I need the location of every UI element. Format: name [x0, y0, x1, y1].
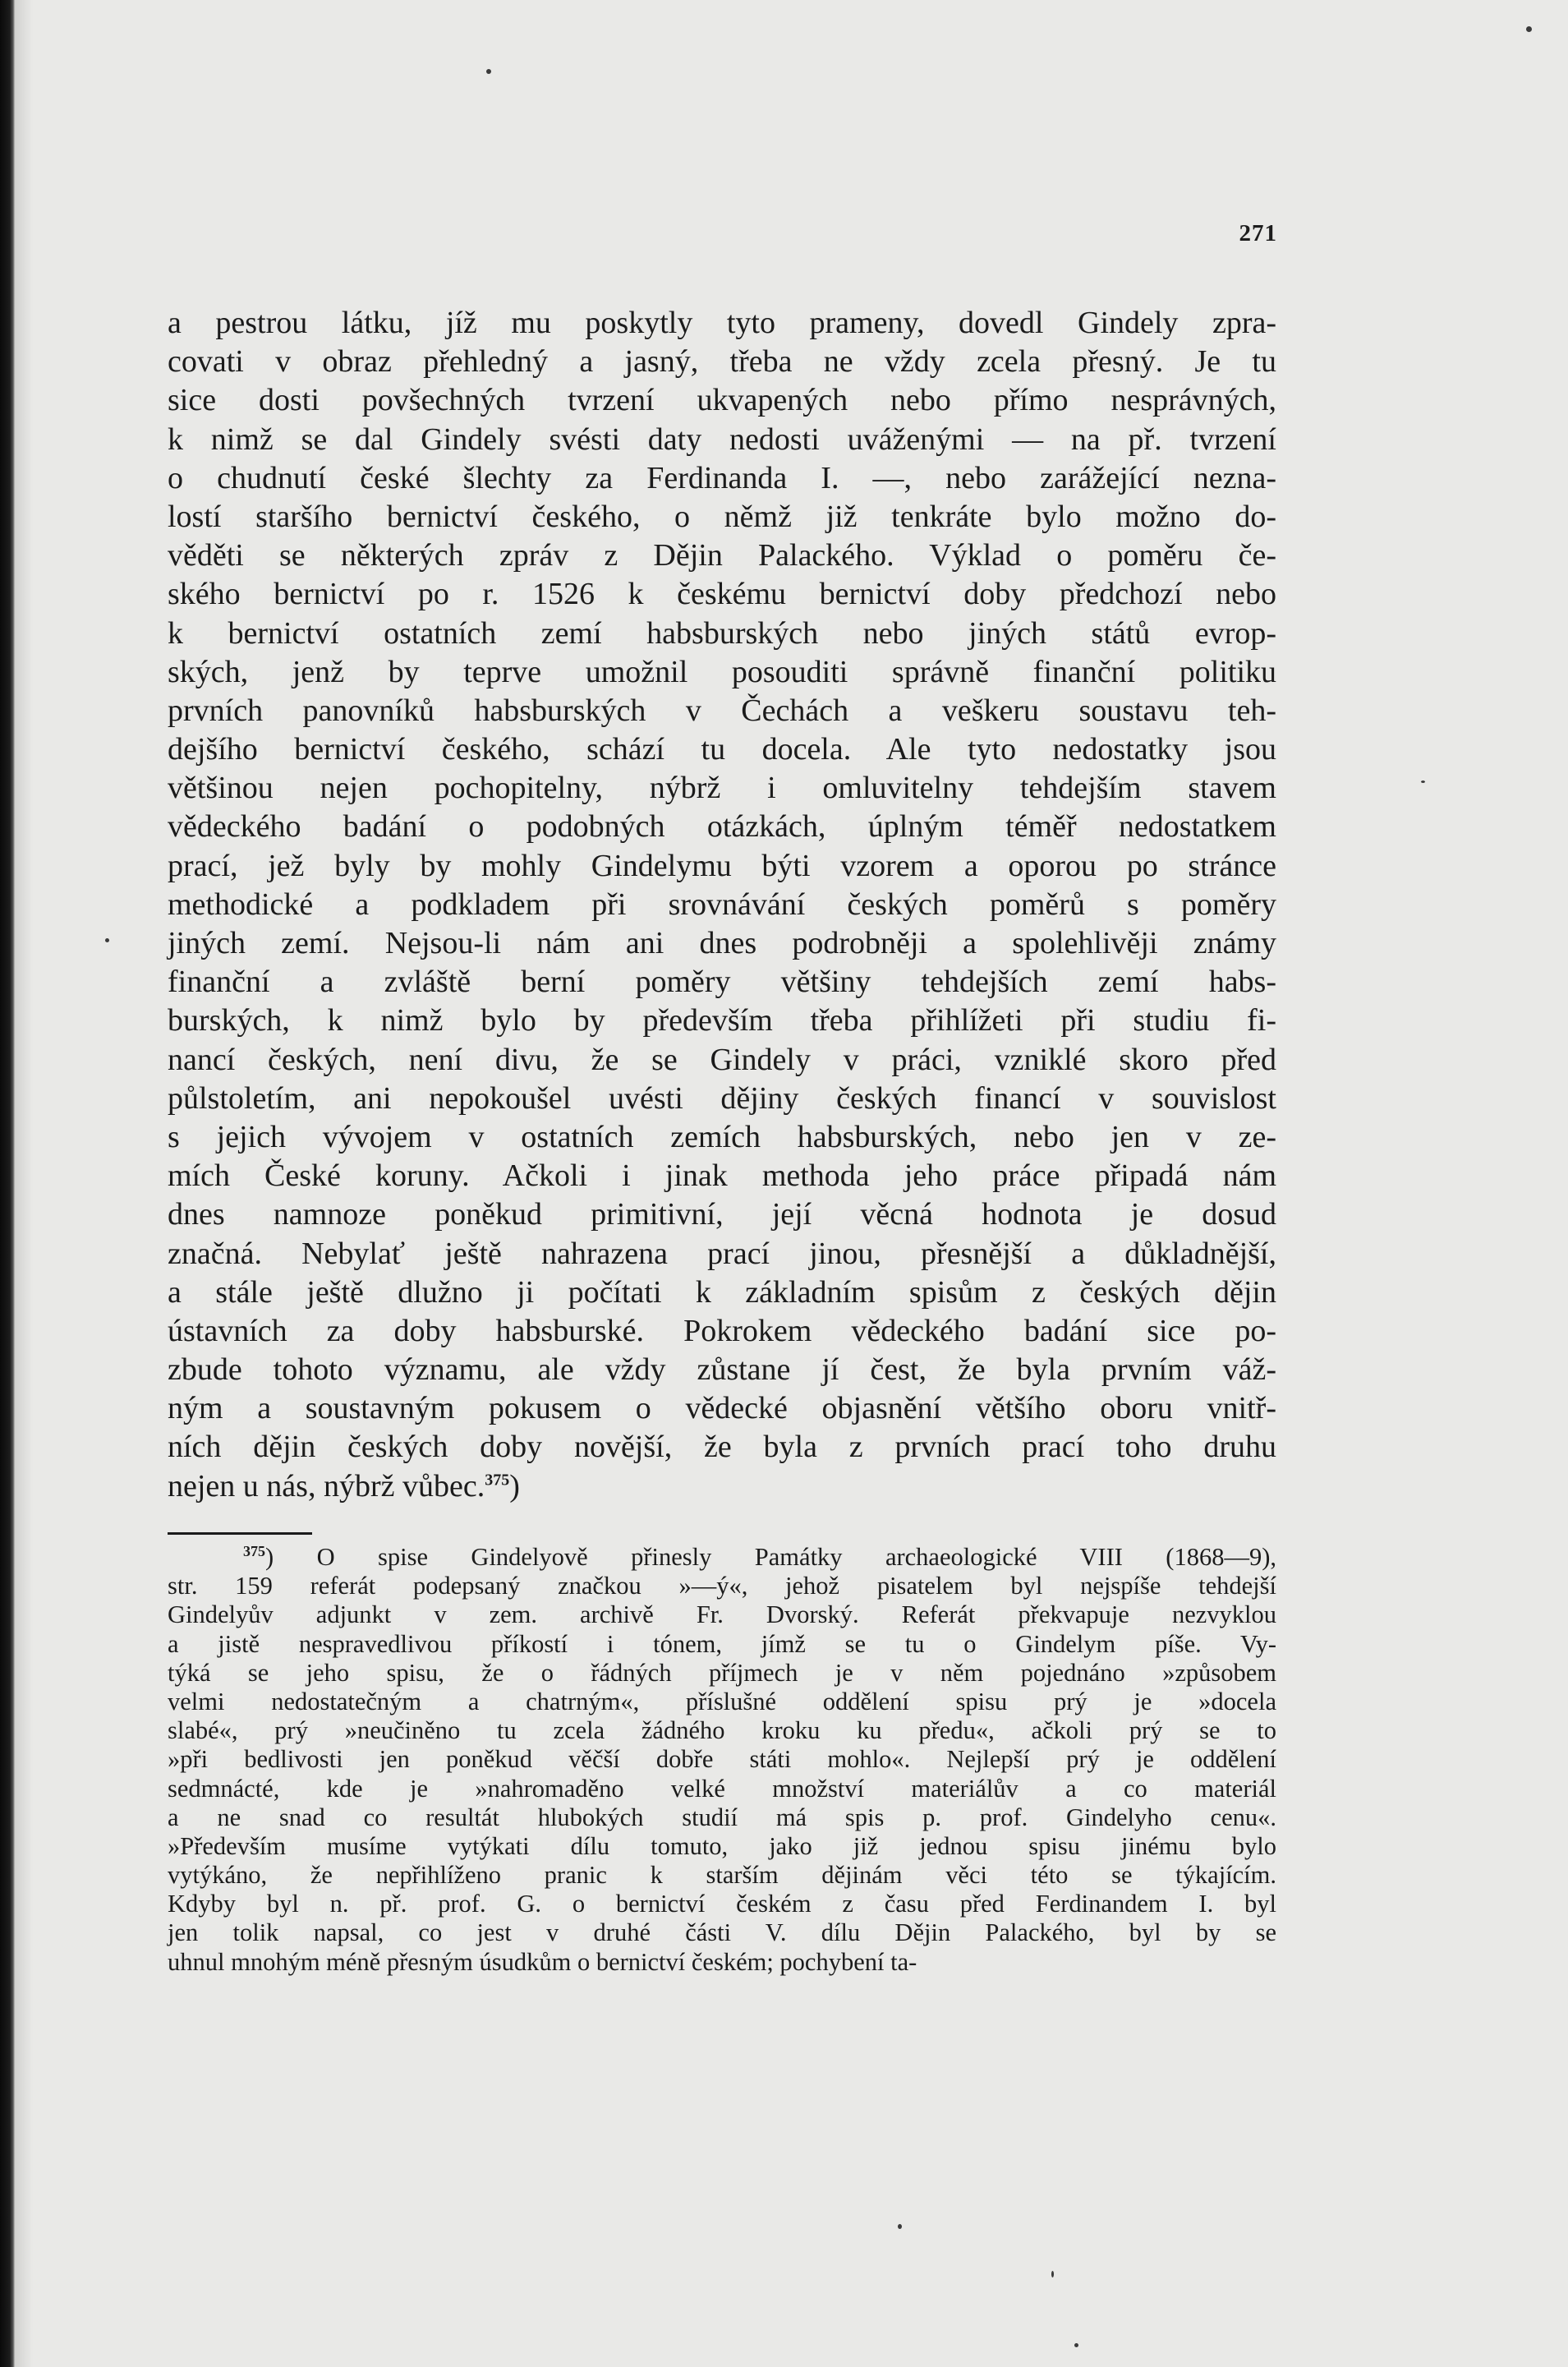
footnote-first-line: [168, 1543, 1276, 1572]
body-line: methodické a podkladem při srovnávání českých poměrů s poměry: [168, 886, 1276, 922]
body-line: dnes namnoze poněkud primitivní, její věcná hodnota je dosud: [168, 1197, 1276, 1232]
scan-speck: [486, 69, 491, 74]
footnote-line: Gindelyův adjunkt v zem. archivě Fr. Dvorský. Referát překvapuje nezvyklou: [168, 1600, 1276, 1629]
footnote-first-line-text: ) O spise Gindelyově přinesly Památky archaeologické VIII (1868—9),: [265, 1543, 1276, 1571]
footnote-separator: [168, 1532, 312, 1535]
body-line: ústavních za doby habsburské. Pokrokem vědeckého badání sice po-: [168, 1313, 1276, 1348]
main-text-block: [168, 304, 1276, 1506]
body-line: většinou nejen pochopitelny, nýbrž i omluvitelny tehdejším stavem: [168, 771, 1276, 806]
body-line: půlstoletím, ani nepokoušel uvésti dějiny českých financí v souvislost: [168, 1080, 1276, 1116]
footnote-reference[interactable]: 375: [485, 1470, 510, 1489]
footnote-line: uhnul mnohým méně přesným úsudkům o bernictví českém; pochybení ta-: [168, 1947, 917, 1976]
footnote-line: velmi nedostatečným a chatrným«, příslušné oddělení spisu prý je »docela: [168, 1687, 1276, 1715]
scan-speck: [898, 2224, 902, 2229]
body-line: vědeckého badání o podobných otázkách, úplným téměř nedostatkem: [168, 809, 1276, 845]
page-edge-shadow: [15, 0, 33, 2367]
body-line: lostí staršího bernictví českého, o němž již tenkráte bylo možno do-: [168, 499, 1276, 534]
body-line: burských, k nimž bylo by především třeba přihlížeti při studiu fi-: [168, 1003, 1276, 1038]
body-line: a stále ještě dlužno ji počítati k základním spisům z českých dějin: [168, 1274, 1276, 1310]
footnote-line: Kdyby byl n. př. prof. G. o bernictví českém z času před Ferdinandem I. byl: [168, 1890, 1276, 1918]
footnote-line: a jistě nespravedlivou příkostí i tónem, jímž se tu o Gindelym píše. Vy-: [168, 1629, 1276, 1658]
body-line: s jejich vývojem v ostatních zemích habsburských, nebo jen v ze-: [168, 1119, 1276, 1154]
scan-speck: [1526, 26, 1532, 32]
body-line: nancí českých, není divu, že se Gindely v práci, vzniklé skoro před: [168, 1042, 1276, 1077]
body-line: o chudnutí české šlechty za Ferdinanda I. —, nebo zarážející nezna-: [168, 460, 1276, 495]
footnote-line: str. 159 referát podepsaný značkou »—ý«, jehož pisatelem byl nejspíše tehdejší: [168, 1572, 1276, 1600]
body-line: k bernictví ostatních zemí habsburských nebo jiných států evrop-: [168, 615, 1276, 651]
footnote-line: slabé«, prý »neučiněno tu zcela žádného kroku ku předu«, ačkoli prý se to: [168, 1716, 1276, 1745]
footnote-line: »Především musíme vytýkati dílu tomuto, jako již jednou spisu jinému bylo: [168, 1831, 1276, 1860]
footnote-block: [168, 1543, 1276, 1977]
body-line: značná. Nebylať ještě nahrazena prací jinou, přesnější a důkladnější,: [168, 1236, 1276, 1271]
body-last-closing: ): [509, 1468, 520, 1504]
book-spine-shadow: [0, 0, 15, 2367]
body-last-text: nejen u nás, nýbrž vůbec.: [168, 1468, 485, 1504]
body-line: prací, jež byly by mohly Gindelymu býti vzorem a oporou po stránce: [168, 848, 1276, 883]
scan-speck: [1074, 2343, 1078, 2347]
body-line: sice dosti povšechných tvrzení ukvapených nebo přímo nesprávných,: [168, 383, 1276, 418]
footnote-line: »při bedlivosti jen poněkud věčší dobře státi mohlo«. Nejlepší prý je oddělení: [168, 1745, 1276, 1774]
body-line: dejšího bernictví českého, schází tu docela. Ale tyto nedostatky jsou: [168, 732, 1276, 767]
footnote-line: a ne snad co resultát hlubokých studií má spis p. prof. Gindelyho cenu«.: [168, 1803, 1276, 1831]
body-line: jiných zemí. Nejsou-li nám ani dnes podrobněji a spolehlivěji známy: [168, 926, 1276, 960]
body-line-last: [168, 1467, 1276, 1506]
scan-speck: [1051, 2271, 1054, 2277]
footnote-mark: 375: [243, 1542, 265, 1559]
body-line: prvních panovníků habsburských v Čechách a veškeru soustavu teh-: [168, 693, 1276, 728]
page-number: 271: [1239, 220, 1277, 246]
footnote-line: vytýkáno, že nepřihlíženo pranic k starším dějinám věci této se týkajícím.: [168, 1861, 1276, 1890]
body-line: ského bernictví po r. 1526 k českému bernictví doby předchozí nebo: [168, 577, 1276, 612]
scan-speck: [1421, 781, 1425, 783]
body-line: ských, jenž by teprve umožnil posouditi správně finanční politiku: [168, 654, 1276, 689]
body-line: mích České koruny. Ačkoli i jinak methoda jeho práce připadá nám: [168, 1158, 1276, 1194]
footnote-line: sedmnácté, kde je »nahromaděno velké množství materiálův a co materiál: [168, 1774, 1276, 1803]
body-line: covati v obraz přehledný a jasný, třeba ne vždy zcela přesný. Je tu: [168, 344, 1276, 380]
body-line: zbude tohoto významu, ale vždy zůstane jí čest, že byla prvním váž-: [168, 1352, 1276, 1388]
body-line: ným a soustavným pokusem o vědecké objasnění většího oboru vnitř-: [168, 1391, 1276, 1426]
footnote-line: jen tolik napsal, co jest v druhé části V. dílu Dějin Palackého, byl by se: [168, 1918, 1276, 1947]
body-line: věděti se některých zpráv z Dějin Palackého. Výklad o poměru če-: [168, 538, 1276, 573]
footnote-line: týká se jeho spisu, že o řádných příjmech je v něm pojednáno »způsobem: [168, 1658, 1276, 1687]
body-line: k nimž se dal Gindely svésti daty nedosti uváženými — na př. tvrzení: [168, 421, 1276, 457]
body-line: ních dějin českých doby novější, že byla z prvních prací toho druhu: [168, 1430, 1276, 1465]
body-line: finanční a zvláště berní poměry většiny tehdejších zemí habs-: [168, 965, 1276, 1000]
scan-speck: [105, 938, 109, 942]
body-line: a pestrou látku, jíž mu poskytly tyto prameny, dovedl Gindely zpra-: [168, 306, 1276, 340]
